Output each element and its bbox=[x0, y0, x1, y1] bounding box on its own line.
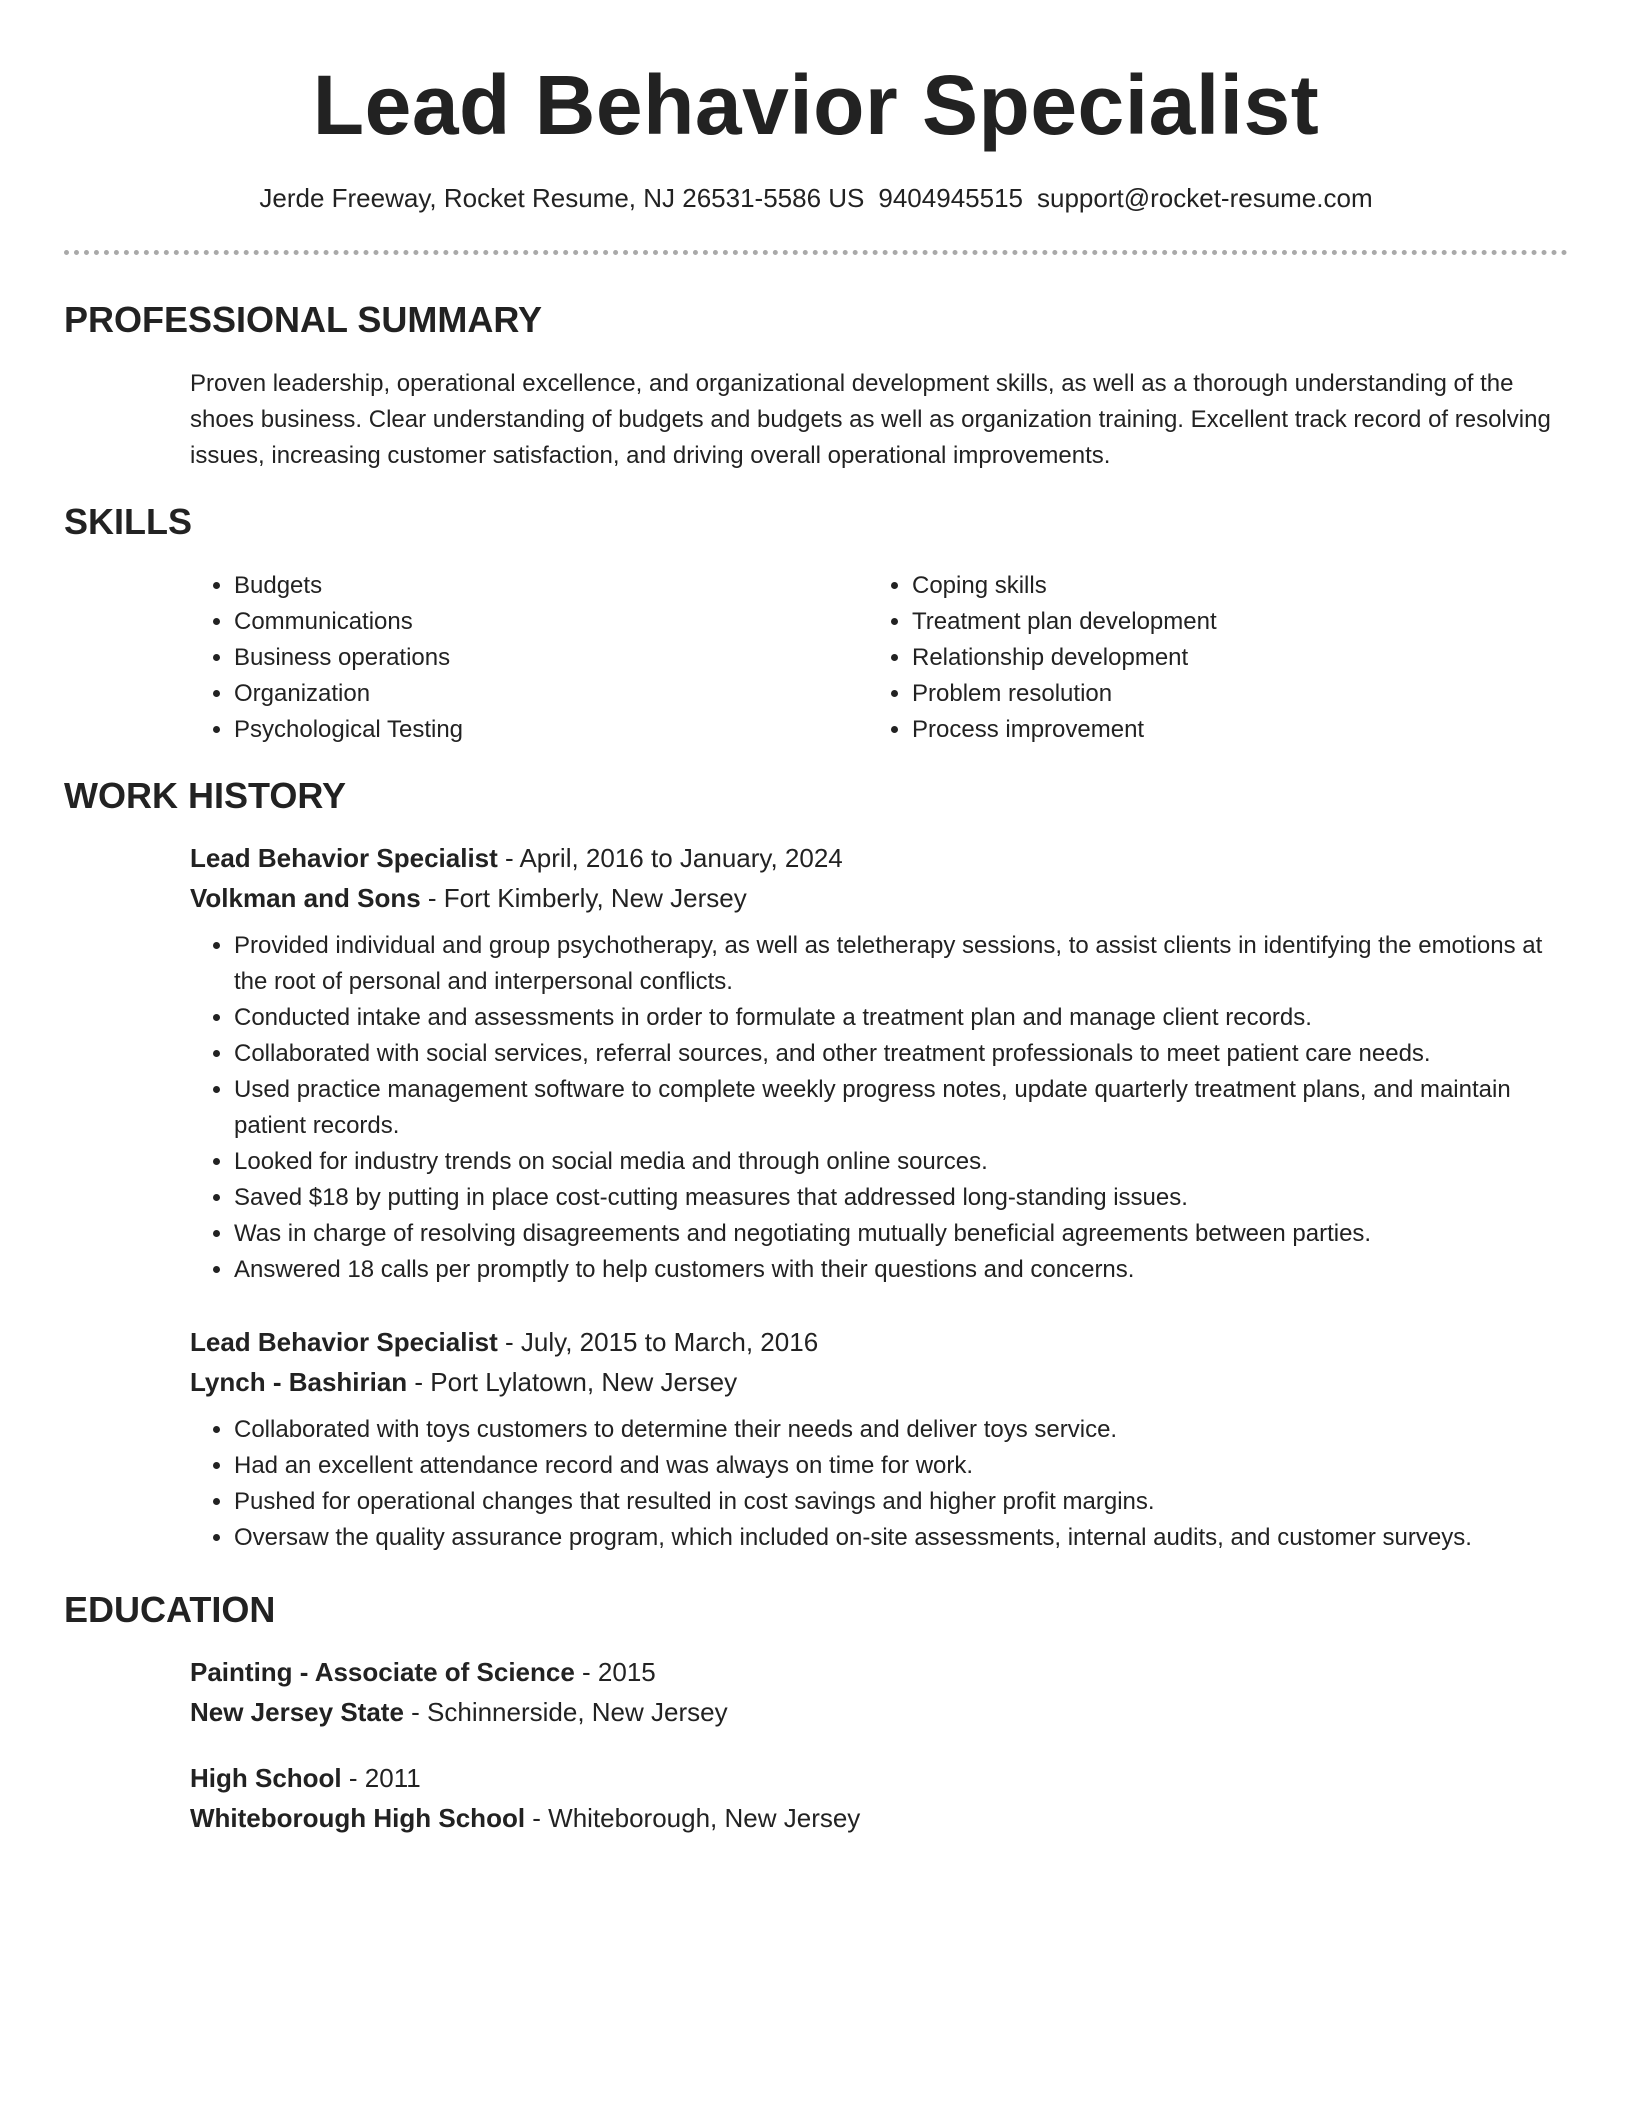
school: Whiteborough High School bbox=[190, 1803, 526, 1833]
job-bullets bbox=[190, 1412, 1570, 1556]
job-dates: - April, 2016 to January, 2024 bbox=[497, 843, 843, 873]
skill-item: • Problem resolution bbox=[912, 676, 1217, 712]
header-divider bbox=[64, 250, 1568, 255]
job-location: - Port Lylatown, New Jersey bbox=[407, 1367, 738, 1397]
degree: Painting - Associate of Science bbox=[190, 1657, 575, 1687]
skill-item: • Psychological Testing bbox=[234, 712, 463, 748]
skills-list-left bbox=[190, 568, 463, 748]
job-bullet: • Saved $18 by putting in place cost-cutting measures that addressed long-standing issues. bbox=[234, 1180, 1570, 1216]
skill-item: • Coping skills bbox=[912, 568, 1217, 604]
job-company: Volkman and Sons bbox=[190, 883, 421, 913]
job-dates: - July, 2015 to March, 2016 bbox=[497, 1327, 819, 1357]
degree-year: - 2015 bbox=[574, 1657, 656, 1687]
job-title-line bbox=[190, 838, 1570, 878]
degree: High School bbox=[190, 1763, 342, 1793]
job-company-line bbox=[190, 1362, 1570, 1402]
school-line bbox=[190, 1798, 1570, 1838]
contact-phone: 9404945515 bbox=[878, 183, 1023, 213]
job-bullet: • Looked for industry trends on social media and through online sources. bbox=[234, 1144, 1570, 1180]
job-title-line bbox=[190, 1322, 1570, 1362]
summary-text: Proven leadership, operational excellence, and organizational development skills, as well as a thorough understanding of the shoes business. Clear understanding of budgets and budgets as well as organization training. Excellent track record of resolving issues, increasing customer satisfaction, and driving overall operational improvements. bbox=[190, 370, 1551, 469]
skill-item: • Treatment plan development bbox=[912, 604, 1217, 640]
degree-line bbox=[190, 1758, 1570, 1798]
job-bullet: • Used practice management software to complete weekly progress notes, update quarterly treatment plans, and maintain patient records. bbox=[234, 1072, 1570, 1144]
job-bullets bbox=[190, 928, 1570, 1288]
skill-item: • Organization bbox=[234, 676, 463, 712]
job-bullet: • Provided individual and group psychotherapy, as well as teletherapy sessions, to assist clients in identifying the emotions at the root of personal and interpersonal conflicts. bbox=[234, 928, 1570, 1000]
education-entry bbox=[190, 1652, 1570, 1732]
skill-item: • Process improvement bbox=[912, 712, 1217, 748]
job-bullet: • Collaborated with toys customers to determine their needs and deliver toys service. bbox=[234, 1412, 1570, 1448]
job-company-line bbox=[190, 878, 1570, 918]
degree-year: - 2011 bbox=[341, 1763, 421, 1793]
job-title: Lead Behavior Specialist bbox=[190, 843, 498, 873]
school-line bbox=[190, 1692, 1570, 1732]
school-location: - Whiteborough, New Jersey bbox=[525, 1803, 861, 1833]
work-history-heading: WORK HISTORY bbox=[64, 775, 347, 816]
job-bullet: • Conducted intake and assessments in order to formulate a treatment plan and manage client records. bbox=[234, 1000, 1570, 1036]
job-location: - Fort Kimberly, New Jersey bbox=[420, 883, 747, 913]
job-bullet: • Answered 18 calls per promptly to help customers with their questions and concerns. bbox=[234, 1252, 1570, 1288]
job-title: Lead Behavior Specialist bbox=[190, 1327, 498, 1357]
skill-item: • Budgets bbox=[234, 568, 463, 604]
school: New Jersey State bbox=[190, 1697, 404, 1727]
school-location: - Schinnerside, New Jersey bbox=[403, 1697, 728, 1727]
resume-name: Lead Behavior Specialist bbox=[312, 58, 1320, 152]
job-bullet: • Collaborated with social services, referral sources, and other treatment professionals to meet patient care needs. bbox=[234, 1036, 1570, 1072]
job-entry bbox=[190, 838, 1570, 1288]
education-entry bbox=[190, 1758, 1570, 1838]
job-bullet: • Pushed for operational changes that resulted in cost savings and higher profit margins. bbox=[234, 1484, 1570, 1520]
skill-item: • Business operations bbox=[234, 640, 463, 676]
job-bullet: • Had an excellent attendance record and was always on time for work. bbox=[234, 1448, 1570, 1484]
contact-line bbox=[0, 180, 1632, 216]
degree-line bbox=[190, 1652, 1570, 1692]
contact-address: Jerde Freeway, Rocket Resume, NJ 26531-5586 US bbox=[259, 183, 865, 213]
skills-heading: SKILLS bbox=[64, 501, 193, 542]
contact-email: support@rocket-resume.com bbox=[1037, 183, 1373, 213]
job-entry bbox=[190, 1322, 1570, 1556]
skill-item: • Communications bbox=[234, 604, 463, 640]
education-heading: EDUCATION bbox=[64, 1589, 276, 1630]
skills-list-right bbox=[868, 568, 1217, 748]
summary-heading: PROFESSIONAL SUMMARY bbox=[64, 299, 543, 340]
skill-item: • Relationship development bbox=[912, 640, 1217, 676]
job-company: Lynch - Bashirian bbox=[190, 1367, 408, 1397]
job-bullet: • Oversaw the quality assurance program, which included on-site assessments, internal audits, and customer surveys. bbox=[234, 1520, 1570, 1556]
job-bullet: • Was in charge of resolving disagreements and negotiating mutually beneficial agreements between parties. bbox=[234, 1216, 1570, 1252]
